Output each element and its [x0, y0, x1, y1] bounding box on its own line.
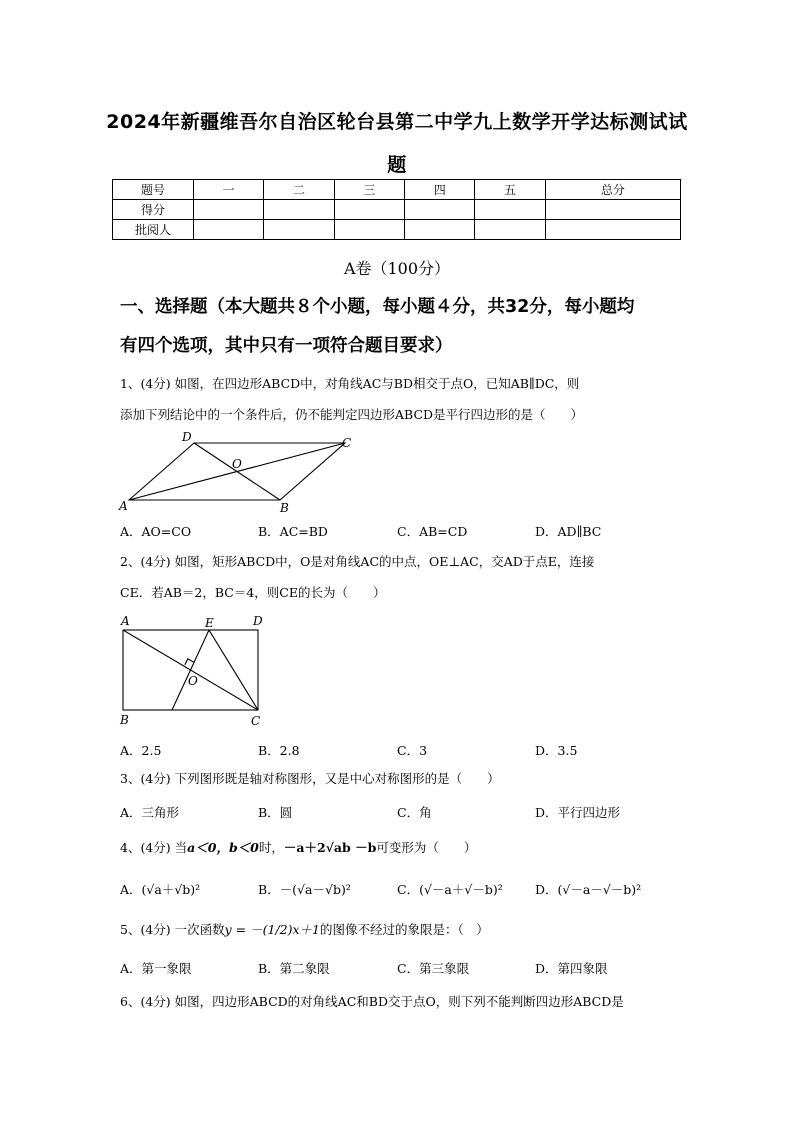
score-cell[interactable] [545, 200, 680, 220]
q5-option-c[interactable]: C．第三象限 [397, 961, 470, 976]
score-row [113, 200, 681, 220]
score-header-cell: 三 [334, 180, 404, 200]
q2-option-c[interactable]: C．3 [397, 743, 428, 758]
q1-label-b: B [280, 501, 289, 515]
score-cell[interactable] [475, 200, 545, 220]
exam-title-line2: 题 [387, 154, 407, 176]
q5-text [120, 914, 680, 945]
q2-text-line1: 2、(4分) 如图，矩形ABCD中，O是对角线AC的中点，OE⊥AC，交AD于点E，连接 [120, 554, 595, 569]
q4-prefix: 4、(4分) 当 [120, 840, 188, 855]
q4-text [120, 832, 680, 863]
score-row-label: 得分 [113, 200, 194, 220]
q5-option-d[interactable]: D．第四象限 [535, 961, 608, 976]
q2-label-e: E [205, 616, 214, 630]
q5-suffix: 的图像不经过的象限是：（ ） [320, 922, 489, 937]
score-table-header-row [113, 180, 681, 200]
q6-text-line1: 6、(4分) 如图，四边形ABCD的对角线AC和BD交于点O，则下列不能判断四边形ABCD是 [120, 994, 624, 1009]
grader-row-label: 批阅人 [113, 220, 194, 240]
grader-cell[interactable] [194, 220, 264, 240]
score-header-cell: 五 [475, 180, 545, 200]
q1-parallelogram-figure [110, 428, 370, 520]
q4-condition: a＜0，b＜0 [187, 840, 259, 855]
q5-option-a[interactable]: A．第一象限 [120, 961, 192, 976]
exam-title-line1: 2024年新疆维吾尔自治区轮台县第二中学九上数学开学达标测试试 [106, 111, 688, 133]
q4-mid: 时， [258, 840, 284, 855]
q4-suffix: 可变形为（ ） [376, 840, 477, 855]
q2-label-o: O [188, 674, 198, 688]
q3-text: 3、(4分) 下列图形既是轴对称图形，又是中心对称图形的是（ ） [120, 771, 500, 786]
q1-label-c: C [342, 436, 352, 450]
q4-expression: －a＋2√ab －b [283, 840, 377, 855]
q1-option-d[interactable]: D．AD∥BC [535, 524, 602, 539]
section-heading-line2: 有四个选项，其中只有一项符合题目要求） [120, 336, 453, 356]
q1-option-b[interactable]: B．AC=BD [258, 524, 328, 539]
score-table [112, 179, 681, 240]
q1-label-d: D [182, 430, 192, 444]
q2-label-c: C [251, 714, 261, 728]
q5-option-b[interactable]: B．第二象限 [258, 961, 330, 976]
score-header-cell: 题号 [113, 180, 194, 200]
q5-prefix: 5、(4分) 一次函数 [120, 922, 225, 937]
q3-option-a[interactable]: A．三角形 [120, 805, 180, 820]
volume-label: A卷（100分） [343, 259, 451, 278]
score-header-cell: 总分 [545, 180, 680, 200]
q5-function: y = －(1/2)x＋1 [224, 922, 320, 937]
q1-option-a[interactable]: A．AO=CO [120, 524, 192, 539]
section-heading-line1: 一、选择题（本大题共８个小题，每小题４分，共32分，每小题均 [120, 297, 635, 317]
grader-cell[interactable] [334, 220, 404, 240]
q1-text-line1: 1、(4分) 如图，在四边形ABCD中，对角线AC与BD相交于点O，已知AB∥DC，则 [120, 376, 580, 391]
q1-option-c[interactable]: C．AB=CD [397, 524, 468, 539]
grader-cell[interactable] [405, 220, 475, 240]
q2-label-d: D [253, 614, 263, 628]
q1-text-line2: 添加下列结论中的一个条件后，仍不能判定四边形ABCD是平行四边形的是（ ） [120, 407, 584, 422]
q3-option-d[interactable]: D．平行四边形 [535, 805, 621, 820]
score-header-cell: 一 [194, 180, 264, 200]
q4-option-a[interactable]: A．(√a＋√b)² [120, 882, 201, 897]
score-cell[interactable] [334, 200, 404, 220]
q4-option-b[interactable]: B．－(√a－√b)² [258, 882, 351, 897]
score-cell[interactable] [264, 200, 334, 220]
q2-option-d[interactable]: D．3.5 [535, 743, 578, 758]
q3-option-b[interactable]: B．圆 [258, 805, 293, 820]
score-cell[interactable] [405, 200, 475, 220]
q2-option-a[interactable]: A．2.5 [120, 743, 162, 758]
q2-label-a: A [121, 614, 130, 628]
score-header-cell: 二 [264, 180, 334, 200]
q1-label-o: O [232, 457, 242, 471]
q2-label-b: B [120, 713, 129, 727]
grader-cell[interactable] [264, 220, 334, 240]
q4-option-c[interactable]: C．(√－a＋√－b)² [397, 882, 503, 897]
q2-option-b[interactable]: B．2.8 [258, 743, 300, 758]
grader-cell[interactable] [545, 220, 680, 240]
score-header-cell: 四 [405, 180, 475, 200]
q2-text-line2: CE．若AB＝2，BC＝4，则CE的长为（ ） [120, 585, 386, 600]
q1-label-a: A [119, 499, 128, 513]
q2-rectangle-figure [112, 612, 272, 732]
grader-cell[interactable] [475, 220, 545, 240]
q4-option-d[interactable]: D．(√－a－√－b)² [535, 882, 642, 897]
score-cell[interactable] [194, 200, 264, 220]
q3-option-c[interactable]: C．角 [397, 805, 432, 820]
grader-row [113, 220, 681, 240]
